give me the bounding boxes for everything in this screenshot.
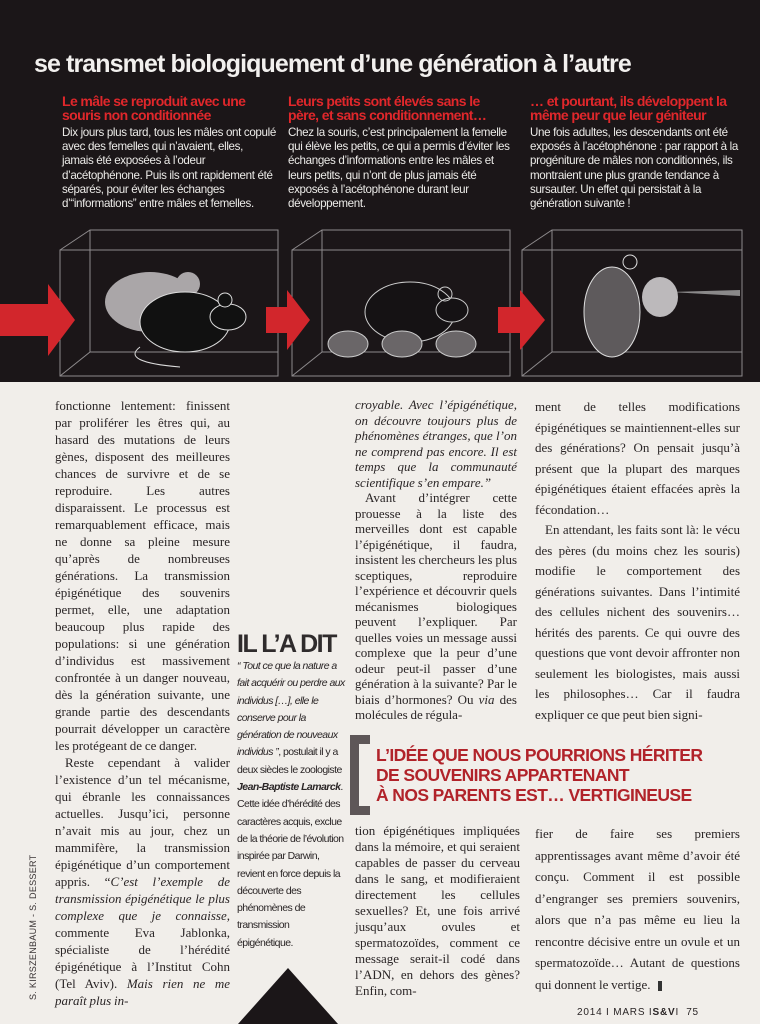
pull-quote xyxy=(350,735,755,815)
text: . Cette idée d’hérédité des caractères acquis, exclue de la théorie de l’évolution inspirée par Darwin, revient en force depuis la découverte des phénomènes de transmission épigénétique. xyxy=(237,781,344,949)
page-number: 75 xyxy=(686,1007,699,1018)
mouse-male-icon xyxy=(135,292,246,367)
text: des molécules de régula- xyxy=(355,691,517,722)
text: fier de faire ses premiers apprentissages avant même d’avoir été conçu. Comment il est possible d’engranger ses premiers souvenirs, alors que n’a pas même eu lieu la rencontre décisive entre un ovule et un spermatozoïde… Autant de questions qui donnent le vertige. xyxy=(535,826,740,992)
article-column-2-top xyxy=(355,397,517,723)
step-text: Une fois adultes, les descendants ont été exposés à l’acétophénone : par rapport à la progéniture de mâles non conditionnés, ils montraient une plus grande tendance à sursauter. Un effet qui persistait à la génération suivante ! xyxy=(530,126,738,211)
text: via xyxy=(478,691,495,707)
step-2 xyxy=(288,94,513,211)
magazine-logo: S&V xyxy=(652,1007,676,1018)
person-name: Jean-Baptiste Lamarck xyxy=(237,781,341,794)
bracket-decoration xyxy=(350,735,370,815)
sidebar-heading: IL L’A DIT xyxy=(237,630,336,658)
paragraph: tion épigénétiques impliquées dans la mémoire, et qui seraient capables de passer du cerveau dans le sang, et modifieraient directement les cellules sexuelles? Et, une fois arrivé jusqu’aux ovules et spermatozoïdes, comment ce message serait-il codé dans l’ADN, en dehors des gènes? Enfin, com- xyxy=(355,823,520,998)
step-heading: Leurs petits sont élevés sans le père, et sans conditionnement… xyxy=(288,93,487,123)
step-text: Chez la souris, c’est principalement la femelle qui élève les petits, ce qui a permis d’éviter les échanges d’informations entre les mâles et leurs petits, qui n’ont de plus jamais été exposés à l’acétophénone durant leur développement. xyxy=(288,126,510,211)
step-heading: … et pourtant, ils développent la même peur que leur géniteur xyxy=(530,93,727,123)
quote: C’est l’exemple de transmission épigénétique le plus complexe que je connaisse, xyxy=(55,874,230,923)
end-mark-icon xyxy=(658,981,662,991)
startled-mouse-icon xyxy=(584,255,640,357)
page-footer: 2014 I MARS IS&VI 75 xyxy=(577,1007,699,1018)
pull-line: À NOS PARENTS EST… VERTIGINEUSE xyxy=(376,785,692,805)
infographic-title: se transmet biologiquement d’une génération à l’autre xyxy=(34,50,631,78)
step-heading: Le mâle se reproduit avec une souris non conditionnée xyxy=(62,93,246,123)
odor-spray-icon xyxy=(642,277,740,317)
paragraph xyxy=(55,754,230,1009)
text: , postulait il y a deux siècles le zoologiste xyxy=(237,746,342,776)
text: Avant d’intégrer cette prouesse à la liste des merveilles dont est capable l’épigénétique, il faudra, insistent les chercheurs les plus sceptiques, reproduire l’expérience et découvrir quels mécanismes biologiques peuvent l’expliquer. Par quelles voies un message aussi complexe que la peur d’une odeur peut-il passer d’une génération à la suivante? Par le biais d’hormones? Ou xyxy=(355,490,517,707)
paragraph: ment de telles modifications épigénétiques se maintiennent-elles sur des générations? On pensait jusqu’à présent que la plupart des marques épigénétiques étaient effacées après la fécondation… xyxy=(535,399,740,517)
sidebar-text xyxy=(237,658,347,952)
paragraph: En attendant, les faits sont là: le vécu des pères (du moins chez les souris) modifie le comportement des générations suivantes. Dans l’intimité des cellules nichent des souvenirs… hérités des parents. Ce qui ouvre des questions que vont devoir affronter non seulement les biologistes, mais aussi les philosophes… Car il faudra expliquer ce que peut bien signi- xyxy=(535,522,740,722)
pull-line: DE SOUVENIRS APPARTENANT xyxy=(376,765,629,785)
article-column-1 xyxy=(55,397,230,1009)
paragraph xyxy=(535,823,740,995)
photo-credit: S. KIRSZENBAUM - S. DESSERT xyxy=(28,854,38,1000)
pull-quote-text xyxy=(376,745,702,805)
footer-year: 2014 xyxy=(577,1007,603,1018)
step-text: Dix jours plus tard, tous les mâles ont copulé avec des femelles qui n’avaient, elles, jamais été exposées à l’odeur d’acétophénone. Puis ils ont rapidement été séparés, pour éviter les échanges d’“informations” entre mâles et femelles. xyxy=(62,126,276,211)
text: Reste cependant à valider l’existence d’un tel mécanisme, qui ébranle les connaissances actuelles. Jusqu’ici, personne n’avait mis au jour, chez un mammifère, la transmission épigénétique d’un comportement appris. “ xyxy=(55,755,230,889)
article-column-2-bottom xyxy=(355,823,520,999)
step-1 xyxy=(62,94,277,211)
article-column-3-top xyxy=(535,397,740,725)
quote-text: croyable. Avec l’épigénétique, on découvre toujours plus de phénomènes étranges, que l’on ne comprend pas encore. Il est temps que la communauté scientifique s’en empare.” xyxy=(355,397,517,490)
sidebar-quote: “ Tout ce que la nature a fait acquérir ou perdre aux individus […], elle le conserve pour la génération de nouveaux individus ” xyxy=(237,660,345,759)
step-3 xyxy=(530,94,752,211)
footer-month: MARS xyxy=(613,1007,646,1018)
quote xyxy=(355,397,517,490)
quote: Mais rien ne me paraît plus in- xyxy=(55,976,230,1008)
sidebar-il-la-dit xyxy=(237,630,347,952)
pull-line: L’IDÉE QUE NOUS POURRIONS HÉRITER xyxy=(376,745,703,765)
article-column-3-bottom xyxy=(535,823,740,995)
paragraph: fonctionne lentement: finissent par proliférer les êtres qui, au hasard des mutations de leurs gènes, disposent des meilleures chances de survivre et de se reproduire. Les autres disparaissent. Le processus est remarquablement efficace, mais ne donne sa pleine mesure qu’après de nombreuses générations. La transmission épigénétique des souvenirs permet, elle, une adaptation beaucoup plus rapide des populations: si une génération d’individus est massivement confrontée à un danger nouveau, dès la génération suivante, une grande partie des descendants pourrait développer un caractère les protégeant de ce danger. xyxy=(55,398,230,753)
triangle-decoration xyxy=(238,968,338,1024)
paragraph xyxy=(355,490,517,723)
mouse-pups-icon xyxy=(328,331,476,357)
mouse-experiment-illustration xyxy=(0,222,760,382)
text: commente Eva Jablonka, spécialiste de l’hérédité épigénétique à l’Institut Cohn (Tel Aviv). xyxy=(55,925,230,991)
